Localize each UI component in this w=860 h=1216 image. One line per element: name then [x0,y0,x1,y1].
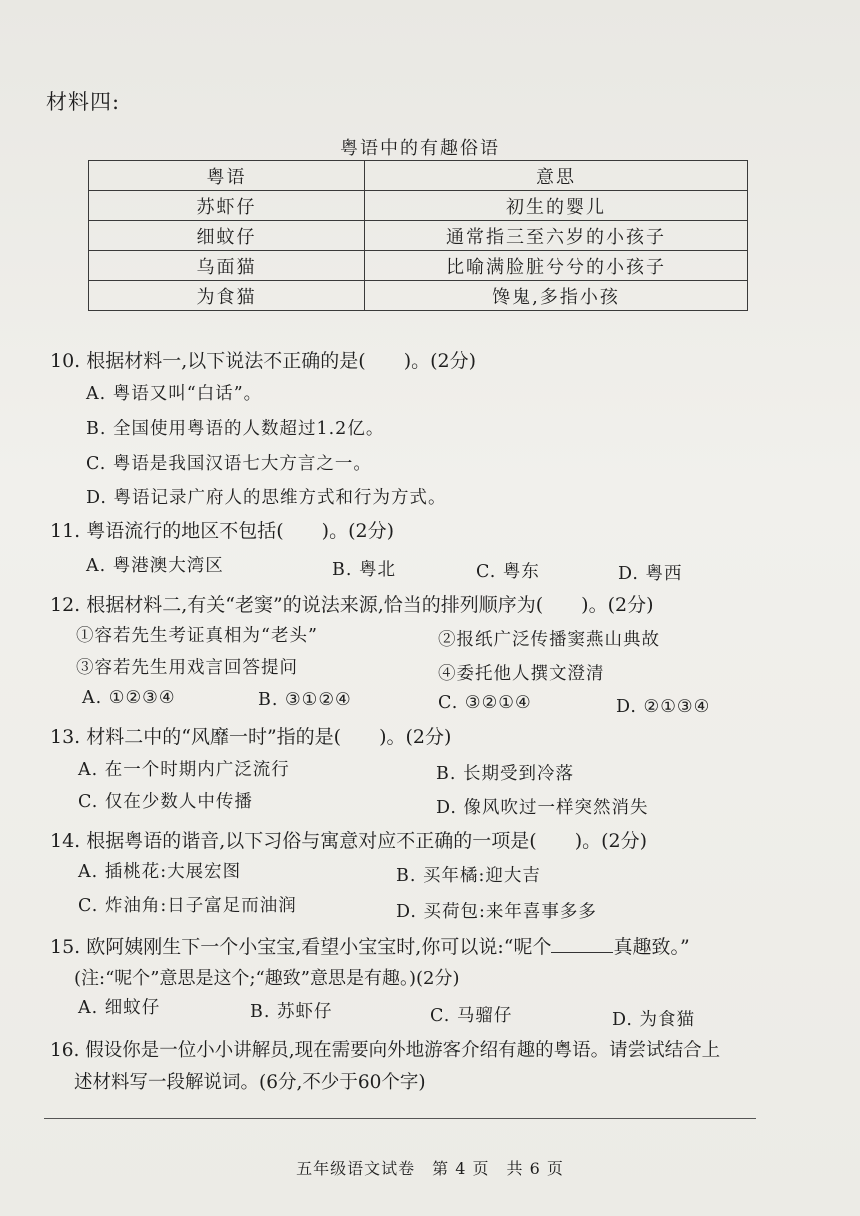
question-12-statement-1: ①容若先生考证真相为“老头” [76,626,318,646]
question-12-statement-4: ④委托他人撰文澄清 [438,664,605,684]
table-row [89,281,748,311]
question-13-option-b: B. 长期受到冷落 [436,764,574,784]
table-cell-term: 为食猫 [89,281,365,311]
question-12-option-a: A. ①②③④ [82,688,176,708]
bottom-divider [44,1118,756,1119]
question-15-note: (注:“呢个”意思是这个;“趣致”意思是有趣。)(2分) [74,968,460,989]
question-12-statement-2: ②报纸广泛传播窦燕山典故 [438,630,660,650]
question-14-stem: 14. 根据粤语的谐音,以下习俗与寓意对应不正确的一项是( )。(2分) [50,830,648,852]
question-12-statement-3: ③容若先生用戏言回答提问 [76,658,298,678]
question-13-option-c: C. 仅在少数人中传播 [78,792,253,812]
question-12-option-b: B. ③①②④ [258,690,352,710]
table-cell-term: 细蚊仔 [89,221,365,251]
page-footer: 五年级语文试卷 第 4 页 共 6 页 [296,1159,564,1178]
question-13-stem: 13. 材料二中的“风靡一时”指的是( )。(2分) [50,726,452,748]
question-11-option-c: C. 粤东 [476,562,540,582]
question-10-option-c: C. 粤语是我国汉语七大方言之一。 [86,454,372,474]
idioms-table [88,160,748,311]
question-16-line-1: 16. 假设你是一位小小讲解员,现在需要向外地游客介绍有趣的粤语。请尝试结合上 [50,1040,721,1061]
question-10-option-a: A. 粤语又叫“白话”。 [86,384,263,404]
question-11-option-d: D. 粤西 [618,564,683,584]
question-12-stem: 12. 根据材料二,有关“老窦”的说法来源,恰当的排列顺序为( )。(2分) [50,594,654,616]
table-header-meaning: 意思 [365,161,748,191]
question-10-option-d: D. 粤语记录广府人的思维方式和行为方式。 [86,488,447,508]
question-15-option-a: A. 细蚊仔 [78,998,161,1018]
question-12-option-c: C. ③②①④ [438,693,532,713]
table-cell-meaning: 通常指三至六岁的小孩子 [365,221,748,251]
question-14-option-d: D. 买荷包:来年喜事多多 [396,902,597,922]
table-cell-meaning: 馋鬼,多指小孩 [365,281,748,311]
question-14-option-b: B. 买年橘:迎大吉 [396,866,541,886]
question-11-option-b: B. 粤北 [332,560,396,580]
question-13-option-d: D. 像风吹过一样突然消失 [436,798,649,818]
question-12-option-d: D. ②①③④ [616,697,711,717]
question-15-stem-before: 15. 欧阿姨刚生下一个小宝宝,看望小宝宝时,你可以说:“呢个 [50,936,552,958]
question-15-option-b: B. 苏虾仔 [250,1002,333,1022]
question-15-stem [50,932,690,959]
table-cell-meaning: 比喻满脸脏兮兮的小孩子 [365,251,748,281]
table-cell-term: 苏虾仔 [89,191,365,221]
question-10-stem: 10. 根据材料一,以下说法不正确的是( )。(2分) [50,350,477,372]
question-11-option-a: A. 粤港澳大湾区 [86,556,224,576]
table-header-row [89,161,748,191]
question-10-option-b: B. 全国使用粤语的人数超过1.2亿。 [86,419,385,439]
section-title: 材料四: [46,90,121,114]
question-15-option-c: C. 马骝仔 [430,1006,513,1026]
table-row [89,221,748,251]
table-header-cantonese: 粤语 [89,161,365,191]
question-13-option-a: A. 在一个时期内广泛流行 [78,760,290,780]
table-caption: 粤语中的有趣俗语 [340,138,500,159]
question-16-line-2: 述材料写一段解说词。(6分,不少于60个字) [74,1072,426,1093]
table-cell-term: 乌面猫 [89,251,365,281]
question-14-option-a: A. 插桃花:大展宏图 [78,862,242,882]
table-row [89,251,748,281]
question-11-stem: 11. 粤语流行的地区不包括( )。(2分) [50,520,394,542]
table-row [89,191,748,221]
question-15-option-d: D. 为食猫 [612,1010,696,1030]
question-14-option-c: C. 炸油角:日子富足而油润 [78,896,297,916]
question-15-stem-after: 真趣致。” [613,936,690,958]
answer-blank[interactable] [551,934,613,953]
table-cell-meaning: 初生的婴儿 [365,191,748,221]
